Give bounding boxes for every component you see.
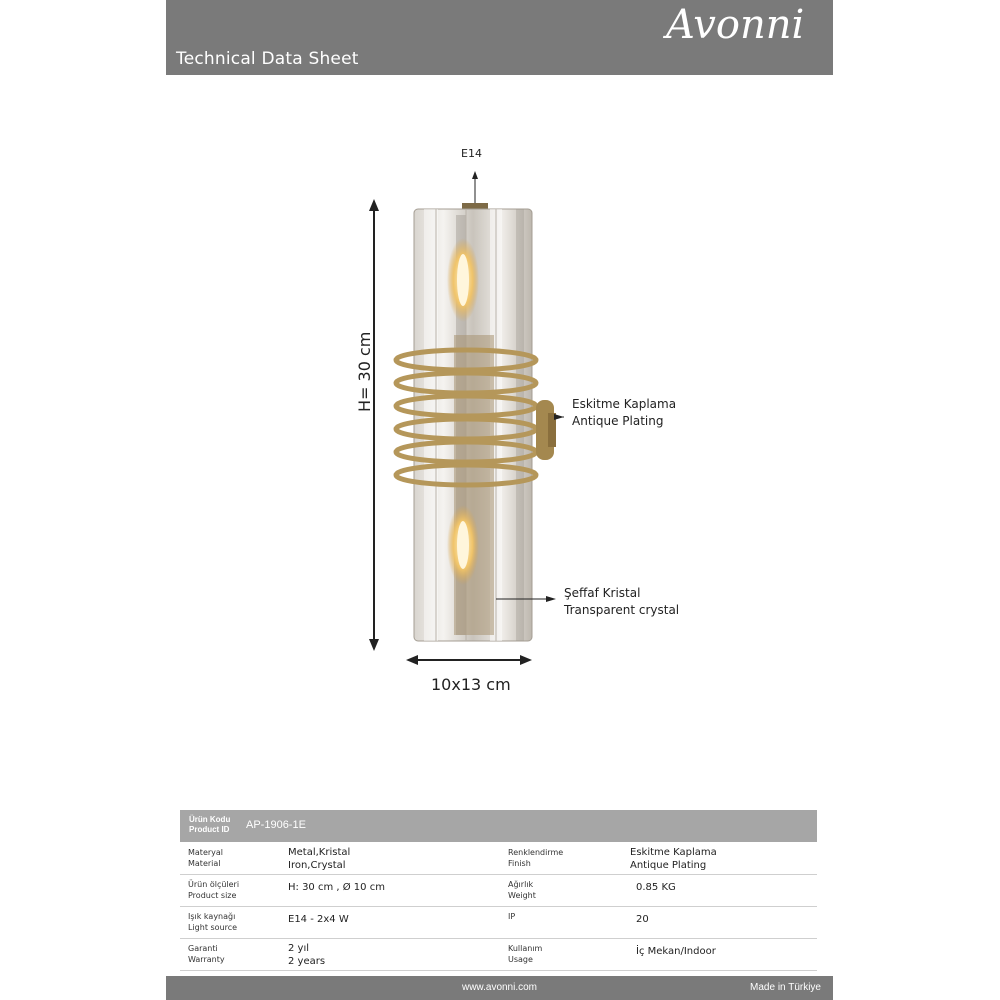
spec-key-product-size (188, 879, 239, 901)
spec-row (180, 843, 817, 875)
spec-key-light-source (188, 911, 237, 933)
spec-value-line: Iron,Crystal (288, 860, 346, 871)
spec-key-ip (508, 911, 515, 922)
spec-key-usage (508, 943, 542, 965)
spec-value-line: E14 - 2x4 W (288, 914, 349, 925)
page-title: Technical Data Sheet (176, 49, 359, 69)
footer-bar (166, 976, 833, 1000)
spec-key-tr: Kullanım (508, 944, 543, 953)
spec-key-en: Material (188, 859, 221, 868)
finish-callout-en: Antique Plating (572, 414, 664, 428)
product-id-key (189, 815, 230, 835)
spec-value-line: Eskitme Kaplama (630, 847, 717, 858)
brand-logo-text: Avonni (666, 2, 805, 48)
spec-value-line: Antique Plating (630, 860, 707, 871)
finish-callout (572, 396, 676, 430)
crystal-callout-en: Transparent crystal (564, 603, 680, 617)
wall-lamp-illustration (396, 203, 556, 641)
spec-value-line: 2 years (288, 956, 326, 967)
spec-key-en: Usage (508, 955, 533, 964)
spec-value-product-size (288, 881, 385, 894)
spec-key-en: Finish (508, 859, 531, 868)
spec-value-line: İç Mekan/Indoor (636, 946, 716, 957)
finish-callout-arrow (554, 414, 564, 420)
spec-value-line: H: 30 cm , Ø 10 cm (288, 882, 385, 893)
spec-key-tr: IP (508, 912, 516, 921)
footer-made-in: Made in Türkiye (750, 982, 821, 993)
spec-row (180, 875, 817, 907)
spec-key-material (188, 847, 223, 869)
spec-key-finish (508, 847, 563, 869)
header-bar (166, 0, 833, 75)
spec-value-line: Metal,Kristal (288, 847, 351, 858)
spec-key-en: Product size (188, 891, 237, 900)
spec-row (180, 939, 817, 971)
spec-key-tr: Garanti (188, 944, 218, 953)
spec-table-header (180, 810, 817, 842)
height-label (355, 332, 374, 412)
spec-key-warranty (188, 943, 225, 965)
spec-value-line: 2 yıl (288, 943, 310, 954)
product-id-key-en: Product ID (189, 825, 230, 834)
spec-key-tr: Işık kaynağı (188, 912, 236, 921)
spec-value-line: 20 (636, 914, 649, 925)
footer-website-link[interactable]: www.avonni.com (461, 982, 538, 993)
socket-arrow (472, 171, 478, 203)
socket-label: E14 (461, 147, 482, 160)
crystal-callout (564, 585, 679, 619)
spec-key-en: Warranty (188, 955, 225, 964)
spec-value-usage (636, 945, 716, 958)
spec-key-tr: Materyal (188, 848, 224, 857)
spec-value-weight (636, 881, 676, 894)
data-sheet-page (166, 0, 833, 1000)
spec-value-material (288, 846, 350, 872)
spec-key-tr: Ağırlık (508, 880, 534, 889)
height-dimension-arrow (369, 199, 379, 651)
spec-key-en: Weight (508, 891, 536, 900)
spec-key-tr: Ürün ölçüleri (188, 880, 240, 889)
width-dimension-arrow (406, 655, 532, 665)
height-label-text: H= 30 cm (355, 331, 374, 412)
spec-key-weight (508, 879, 536, 901)
spec-key-en: Light source (188, 923, 238, 932)
product-id-key-tr: Ürün Kodu (189, 815, 231, 824)
spec-row (180, 907, 817, 939)
spec-value-warranty (288, 942, 325, 968)
spec-value-finish (630, 846, 717, 872)
crystal-callout-tr: Şeffaf Kristal (564, 586, 641, 600)
spec-key-tr: Renklendirme (508, 848, 564, 857)
width-label: 10x13 cm (431, 675, 511, 694)
spec-value-line: 0.85 KG (636, 882, 676, 893)
spec-value-ip (636, 913, 649, 926)
product-id-value: AP-1906-1E (246, 819, 306, 831)
brand-logo (666, 2, 826, 72)
finish-callout-tr: Eskitme Kaplama (572, 397, 677, 411)
spec-value-light-source (288, 913, 349, 926)
